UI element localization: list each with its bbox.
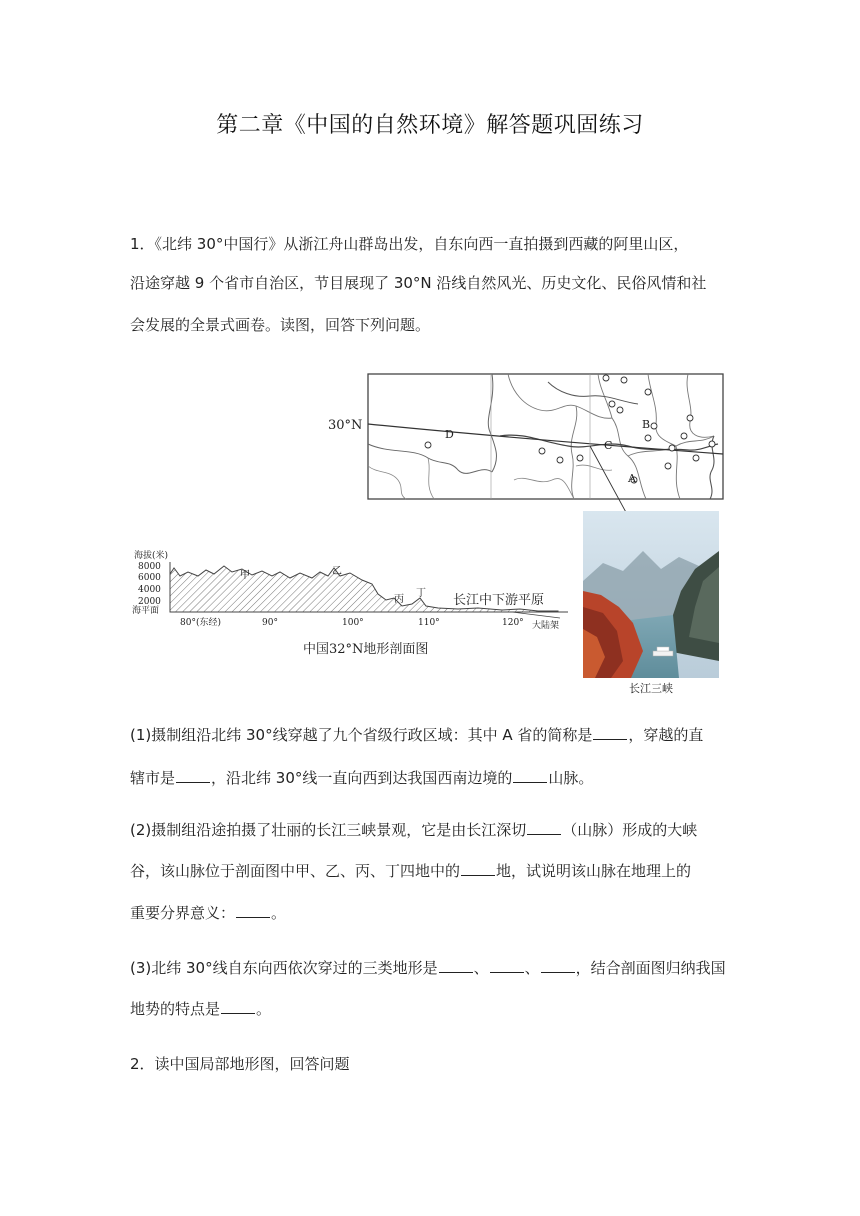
map-latitude-label: 30°N — [328, 418, 363, 433]
map-label-c: C — [604, 439, 613, 452]
profile-y-tick-2000: 2000 — [138, 597, 161, 607]
answer-blank-terrain-3[interactable] — [541, 958, 575, 973]
q1-sub2-text-3a: 重要分界意义： — [130, 904, 236, 922]
q1-sub2-text-3b: 。 — [271, 904, 287, 922]
q1-sub2-line-1 — [130, 808, 730, 853]
q1-intro-line-3: 会发展的全景式画卷。读图，回答下列问题。 — [130, 316, 431, 334]
q1-sub1-line-2 — [130, 756, 730, 801]
profile-place-ding: 丁 — [416, 588, 426, 599]
three-gorges-photo-graphic — [583, 511, 719, 678]
map-label-d: D — [445, 428, 454, 441]
answer-blank-profile-place[interactable] — [461, 861, 495, 876]
answer-blank-gorge-mountain[interactable] — [527, 820, 561, 835]
profile-place-yi: 乙 — [332, 566, 342, 577]
q1-sub2-line-2 — [130, 849, 730, 894]
q1-sub1-line-1 — [130, 713, 730, 758]
q1-sub3-text-2b: 。 — [256, 1000, 272, 1018]
answer-blank-a-province[interactable] — [593, 725, 627, 740]
profile-y-tick-4000: 4000 — [138, 585, 161, 595]
q1-sub2-text-2b: 地，试说明该山脉在地理上的 — [496, 862, 692, 880]
profile-y-tick-8000: 8000 — [138, 562, 161, 572]
answer-blank-elevation-feature[interactable] — [221, 999, 255, 1014]
q1-sub1-text-2b: ，沿北纬 30°线一直向西到达我国西南边境的 — [211, 769, 513, 787]
profile-x-tick-120: 120° — [502, 618, 524, 628]
q1-sub3-text-1a: (3)北纬 30°线自东向西依次穿过的三类地形是 — [130, 959, 438, 977]
q1-sub3-line-1 — [130, 946, 730, 991]
q1-sub2-line-3 — [130, 891, 730, 936]
q1-sub3-sep-2: 、 — [524, 959, 540, 977]
photo-caption: 长江三峡 — [629, 682, 673, 695]
map-label-b: B — [642, 418, 651, 431]
map-label-a: A — [628, 472, 636, 485]
profile-y-tick-6000: 6000 — [138, 573, 161, 583]
profile-x-tick-110: 110° — [418, 618, 440, 628]
q1-intro-line-2: 沿途穿越 9 个省市自治区，节目展现了 30°N 沿线自然风光、历史文化、民俗风情和社 — [130, 274, 707, 292]
profile-x-tick-90: 90° — [262, 618, 278, 628]
profile-plain-label: 长江中下游平原 — [453, 593, 545, 608]
profile-shelf-label: 大陆架 — [532, 621, 560, 631]
q1-sub1-text-1b: ，穿越的直 — [628, 726, 704, 744]
q1-figure — [128, 362, 730, 696]
q1-sub3-sep-1: 、 — [473, 959, 489, 977]
map — [328, 374, 723, 516]
answer-blank-terrain-1[interactable] — [439, 958, 473, 973]
q1-sub1-text-2a: 辖市是 — [130, 769, 176, 787]
answer-blank-significance[interactable] — [236, 903, 270, 918]
q1-sub2-text-1a: (2)摄制组沿途拍摄了壮丽的长江三峡景观，它是由长江深切 — [130, 821, 527, 839]
map-frame — [368, 374, 723, 499]
answer-blank-municipality[interactable] — [176, 768, 210, 783]
profile-caption: 中国32°N地形剖面图 — [303, 642, 429, 657]
q1-sub2-text-2a: 谷，该山脉位于剖面图中甲、乙、丙、丁四地中的 — [130, 862, 461, 880]
answer-blank-mountain[interactable] — [513, 768, 547, 783]
profile-chart — [132, 549, 568, 657]
q1-sub3-line-2 — [130, 987, 730, 1032]
document-title: 第二章《中国的自然环境》解答题巩固练习 — [216, 113, 644, 138]
q1-intro-line-1: 1．《北纬 30°中国行》从浙江舟山群岛出发，自东向西一直拍摄到西藏的阿里山区， — [130, 235, 689, 253]
q1-sub3-text-1d: ，结合剖面图归纳我国 — [575, 959, 726, 977]
profile-place-jia: 甲 — [240, 570, 250, 581]
q1-sub3-text-2a: 地势的特点是 — [130, 1000, 221, 1018]
profile-sea-level: 海平面 — [132, 606, 160, 616]
q1-sub1-text-2c: 山脉。 — [548, 769, 594, 787]
profile-y-title: 海拔(米) — [134, 551, 169, 561]
q1-sub2-text-1b: （山脉）形成的大峡 — [562, 821, 698, 839]
q2-text: 2．读中国局部地形图，回答问题 — [130, 1055, 350, 1073]
profile-x-tick-100: 100° — [342, 618, 364, 628]
profile-x-tick-80: 80°(东经) — [180, 618, 221, 628]
q1-sub1-text-1a: (1)摄制组沿北纬 30°线穿越了九个省级行政区域：其中 A 省的简称是 — [130, 726, 593, 744]
profile-place-bing: 丙 — [394, 594, 404, 605]
three-gorges-photo — [583, 511, 719, 678]
answer-blank-terrain-2[interactable] — [490, 958, 524, 973]
